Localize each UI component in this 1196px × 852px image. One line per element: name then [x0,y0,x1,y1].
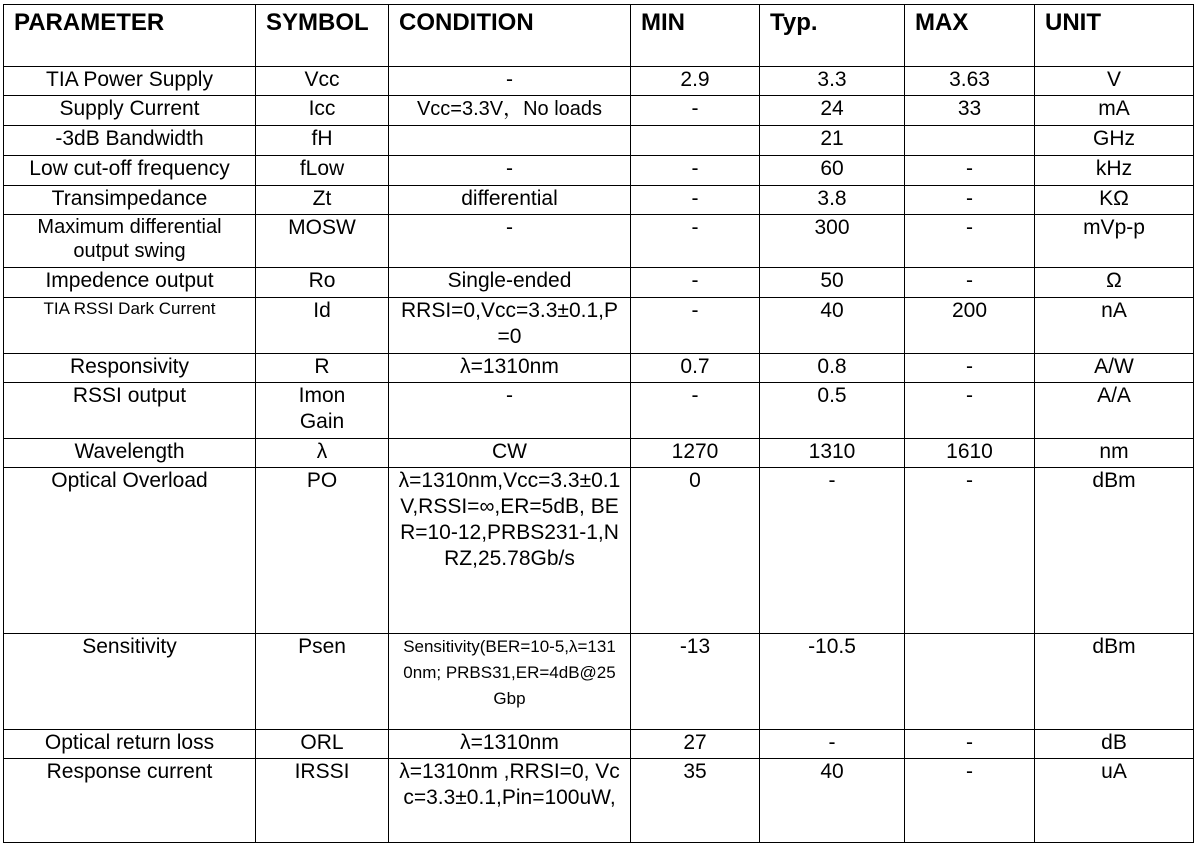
cell-min: 0.7 [631,354,760,383]
cell-unit: V [1035,67,1194,96]
cell-condition: RRSI=0,Vcc=3.3±0.1,P=0 [389,298,631,354]
table-row [4,383,1194,439]
cell-min: - [631,156,760,186]
table-row [4,759,1194,843]
cell-typ: 21 [760,126,905,156]
cell-unit: dBm [1035,468,1194,634]
cell-max: - [905,354,1035,383]
cell-min: 1270 [631,439,760,468]
cell-max: - [905,759,1035,843]
cell-parameter: RSSI output [4,383,256,439]
header-typ: Typ. [760,5,905,67]
cell-unit: dBm [1035,634,1194,730]
cell-symbol: Zt [256,186,389,215]
cell-typ: 0.5 [760,383,905,439]
cell-unit: dB [1035,730,1194,759]
cell-parameter: TIA RSSI Dark Current [4,298,256,354]
cell-unit: kHz [1035,156,1194,186]
cell-unit: uA [1035,759,1194,843]
cell-condition: Single-ended [389,268,631,298]
cell-condition: λ=1310nm [389,730,631,759]
table-row [4,156,1194,186]
cell-typ: 40 [760,298,905,354]
cell-typ: - [760,468,905,634]
cell-min [631,126,760,156]
cell-max: 1610 [905,439,1035,468]
table-row [4,298,1194,354]
table-row [4,268,1194,298]
cell-parameter: TIA Power Supply [4,67,256,96]
cell-condition: λ=1310nm ,RRSI=0, Vcc=3.3±0.1,Pin=100uW, [389,759,631,843]
cell-typ: 300 [760,215,905,268]
cell-min: - [631,96,760,126]
cell-min: - [631,383,760,439]
cell-condition: - [389,383,631,439]
cell-typ: 0.8 [760,354,905,383]
cell-symbol: Id [256,298,389,354]
cell-condition: - [389,215,631,268]
cell-unit: mVp-p [1035,215,1194,268]
cell-condition: - [389,67,631,96]
cell-symbol: Ro [256,268,389,298]
cell-typ: 50 [760,268,905,298]
spec-table [3,4,1194,843]
cell-unit: GHz [1035,126,1194,156]
cell-typ: - [760,730,905,759]
cell-unit: A/A [1035,383,1194,439]
cell-min: - [631,298,760,354]
cell-parameter: -3dB Bandwidth [4,126,256,156]
cell-symbol: PO [256,468,389,634]
header-condition: CONDITION [389,5,631,67]
cell-condition [389,126,631,156]
cell-parameter: Impedence output [4,268,256,298]
cell-condition: - [389,156,631,186]
cell-unit: nA [1035,298,1194,354]
cell-typ: 3.3 [760,67,905,96]
cell-condition: λ=1310nm,Vcc=3.3±0.1V,RSSI=∞,ER=5dB, BER=10-12,PRBS231-1,NRZ,25.78Gb/s [389,468,631,634]
cell-parameter: Sensitivity [4,634,256,730]
cell-max: - [905,730,1035,759]
cell-symbol: fH [256,126,389,156]
header-min: MIN [631,5,760,67]
cell-typ: 3.8 [760,186,905,215]
cell-max: 3.63 [905,67,1035,96]
table-row [4,126,1194,156]
table-row [4,215,1194,268]
cell-unit: KΩ [1035,186,1194,215]
table-row [4,354,1194,383]
table-row [4,439,1194,468]
table-row [4,730,1194,759]
cell-typ: -10.5 [760,634,905,730]
cell-max: - [905,156,1035,186]
cell-unit: mA [1035,96,1194,126]
cell-min: - [631,186,760,215]
header-max: MAX [905,5,1035,67]
cell-symbol: ORL [256,730,389,759]
cell-min: 0 [631,468,760,634]
cell-symbol: IRSSI [256,759,389,843]
cell-max: - [905,383,1035,439]
cell-max: - [905,468,1035,634]
cell-condition: CW [389,439,631,468]
cell-symbol: λ [256,439,389,468]
cell-max [905,126,1035,156]
cell-parameter: Optical return loss [4,730,256,759]
cell-symbol: Vcc [256,67,389,96]
cell-max: - [905,215,1035,268]
cell-min: - [631,215,760,268]
table-row [4,186,1194,215]
cell-parameter: Maximum differential output swing [4,215,256,268]
cell-symbol: fLow [256,156,389,186]
cell-typ: 60 [760,156,905,186]
cell-symbol: Icc [256,96,389,126]
cell-condition: λ=1310nm [389,354,631,383]
cell-typ: 40 [760,759,905,843]
table-row [4,634,1194,730]
cell-parameter: Response current [4,759,256,843]
cell-max: - [905,186,1035,215]
cell-parameter: Supply Current [4,96,256,126]
cell-min: 35 [631,759,760,843]
cell-parameter: Wavelength [4,439,256,468]
cell-symbol: MOSW [256,215,389,268]
cell-min: - [631,268,760,298]
cell-typ: 24 [760,96,905,126]
cell-min: 2.9 [631,67,760,96]
cell-condition: Vcc=3.3V，No loads [389,96,631,126]
cell-symbol: R [256,354,389,383]
cell-max: - [905,268,1035,298]
cell-parameter: Transimpedance [4,186,256,215]
cell-parameter: Low cut-off frequency [4,156,256,186]
cell-parameter: Responsivity [4,354,256,383]
table-row [4,468,1194,634]
cell-unit: nm [1035,439,1194,468]
header-row [4,5,1194,67]
cell-condition: Sensitivity(BER=10-5,λ=1310nm; PRBS31,ER=4dB@25Gbp [389,634,631,730]
cell-min: -13 [631,634,760,730]
cell-parameter: Optical Overload [4,468,256,634]
cell-typ: 1310 [760,439,905,468]
cell-min: 27 [631,730,760,759]
cell-max: 33 [905,96,1035,126]
cell-max: 200 [905,298,1035,354]
table-row [4,67,1194,96]
table-row [4,96,1194,126]
cell-unit: A/W [1035,354,1194,383]
cell-unit: Ω [1035,268,1194,298]
header-parameter: PARAMETER [4,5,256,67]
cell-max [905,634,1035,730]
header-unit: UNIT [1035,5,1194,67]
header-symbol: SYMBOL [256,5,389,67]
cell-symbol: Psen [256,634,389,730]
cell-condition: differential [389,186,631,215]
cell-symbol: Imon Gain [256,383,389,439]
